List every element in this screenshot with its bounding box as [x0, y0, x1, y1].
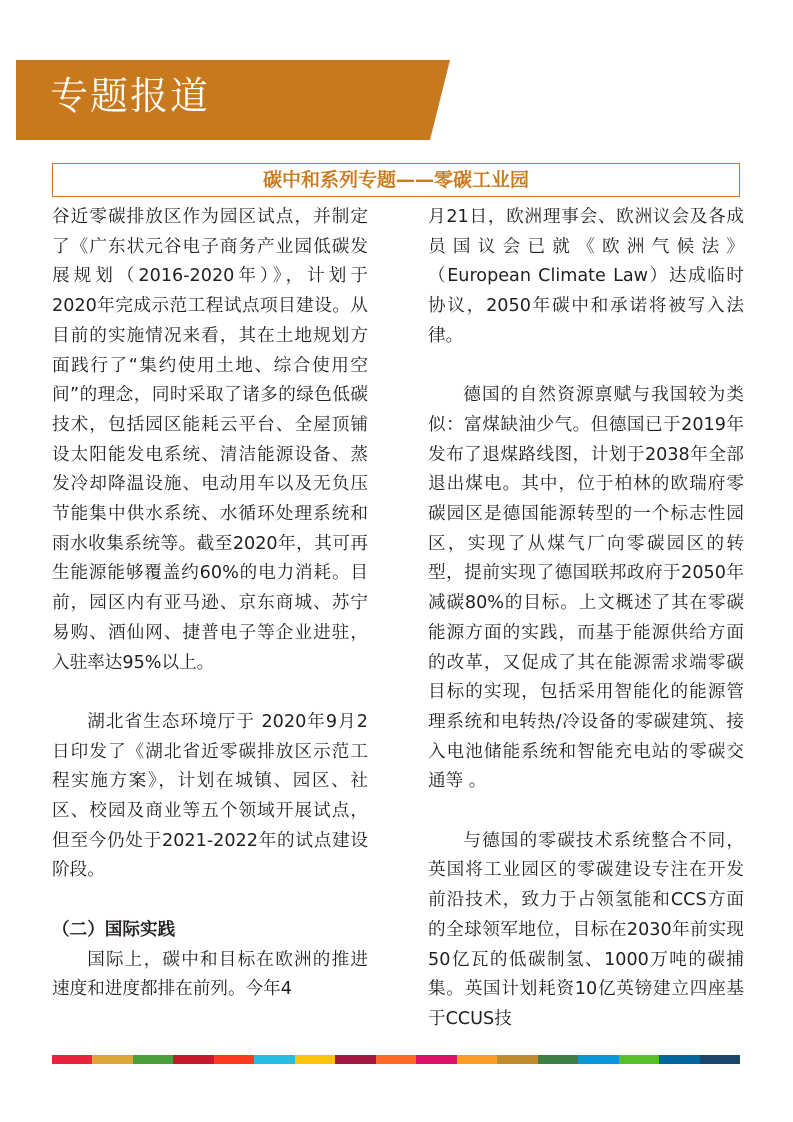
section-heading-international: （二）国际实践: [52, 919, 176, 940]
color-strip-segment: [659, 1055, 699, 1064]
color-strip-segment: [578, 1055, 618, 1064]
section-title-box: [52, 163, 740, 197]
section-title: 碳中和系列专题——零碳工业园: [262, 169, 529, 191]
color-strip-segment: [52, 1055, 92, 1064]
color-strip-segment: [133, 1055, 173, 1064]
color-strip-segment: [619, 1055, 659, 1064]
color-strip-segment: [457, 1055, 497, 1064]
left-column: [52, 203, 368, 1005]
right-column: [428, 203, 744, 1035]
right-paragraph-1: 月21日，欧洲理事会、欧洲议会及各成员国议会已就《欧洲气候法》（European Climate Law）达成临时协议，2050年碳中和承诺将被写入法律。: [428, 207, 744, 346]
color-strip-segment: [214, 1055, 254, 1064]
left-paragraph-2: 湖北省生态环境厅于 2020年9月2日印发了《湖北省近零碳排放区示范工程实施方案》，计划在城镇、园区、社区、校园及商业等五个领域开展试点，但至今仍处于2021-2022年的试点建设阶段。: [52, 711, 368, 881]
left-paragraph-1: 谷近零碳排放区作为园区试点，并制定了《广东状元谷电子商务产业园低碳发展规划（2016-2020年）》，计划于2020年完成示范工程试点项目建设。从目前的实施情况来看，其在土地规划方面践行了“集约使用土地、综合使用空间”的理念，同时采取了诸多的绿色低碳技术，包括园区能耗云平台、全屋顶铺设太阳能发电系统、清洁能源设备、蒸发冷却降温设施、电动用车以及无负压节能集中供水系统、水循环处理系统和雨水收集系统等。截至2020年，其可再生能源能够覆盖约60%的电力消耗。目前，园区内有亚马逊、京东商城、苏宁易购、酒仙网、捷普电子等企业进驻，入驻率达95%以上。: [52, 207, 368, 673]
left-paragraph-3: 国际上，碳中和目标在欧洲的推进速度和进度都排在前列。今年4: [52, 949, 368, 1000]
color-strip-segment: [416, 1055, 456, 1064]
header-title: 专题报道: [50, 74, 211, 118]
color-strip-segment: [254, 1055, 294, 1064]
color-strip-segment: [497, 1055, 537, 1064]
right-paragraph-3: 与德国的零碳技术系统整合不同，英国将工业园区的零碳建设专注在开发前沿技术，致力于占领氢能和CCS方面的全球领军地位，目标在2030年前实现50亿瓦的低碳制氢、1000万吨的碳捕集。英国计划耗资10亿英镑建立四座基于CCUS技: [428, 830, 744, 1029]
color-strip-segment: [92, 1055, 132, 1064]
color-strip-segment: [295, 1055, 335, 1064]
color-strip-segment: [335, 1055, 375, 1064]
color-strip: [52, 1055, 740, 1064]
color-strip-segment: [538, 1055, 578, 1064]
color-strip-segment: [700, 1055, 740, 1064]
color-strip-segment: [376, 1055, 416, 1064]
color-strip-segment: [173, 1055, 213, 1064]
right-paragraph-2: 德国的自然资源禀赋与我国较为类似：富煤缺油少气。但德国已于2019年发布了退煤路线图，计划于2038年全部退出煤电。其中，位于柏林的欧瑞府零碳园区是德国能源转型的一个标志性园区，实现了从煤气厂向零碳园区的转型，提前实现了德国联邦政府于2050年减碳80%的目标。上文概述了其在零碳能源方面的实践，而基于能源供给方面的改革，又促成了其在能源需求端零碳目标的实现，包括采用智能化的能源管理系统和电转热/冷设备的零碳建筑、接入电池储能系统和智能充电站的零碳交通等 。: [428, 385, 744, 792]
header-banner: [0, 0, 793, 140]
